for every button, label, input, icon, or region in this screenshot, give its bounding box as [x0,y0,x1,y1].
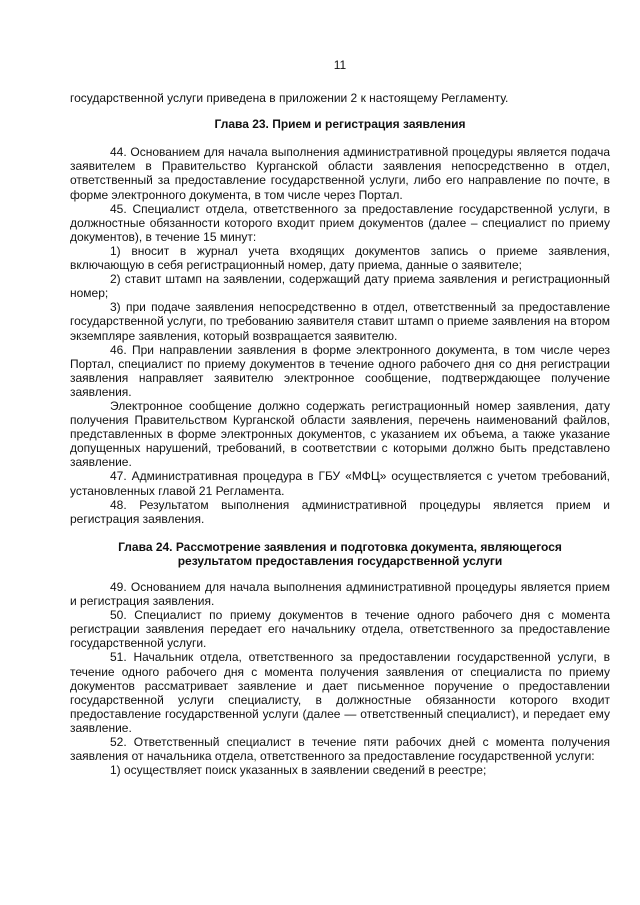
paragraph-45-item-2: 2) ставит штамп на заявлении, содержащий дату приема заявления и регистрационный номер; [70,272,610,301]
paragraph-47: 47. Административная процедура в ГБУ «МФЦ» осуществляется с учетом требований, установленных главой 21 Регламента. [70,469,610,498]
paragraph-51: 51. Начальник отдела, ответственного за предоставлении государственной услуги, в течение одного рабочего дня с момента получения заявления от специалиста по приему документов рассматривает заявление и дает письменное поручение о предоставлении государственной услуги специалисту, в должностные обязанности которого входит предоставление государственной услуги (далее — ответственный специалист), и передает ему заявление. [70,650,610,735]
paragraph-46-continued: Электронное сообщение должно содержать регистрационный номер заявления, дату получения Правительством Курганской области заявления, перечень наименований файлов, представленных в форме электронных документов, с указанием их объема, а также указание допущенных нарушений, требований, в соответствии с которыми должно быть представлено заявление. [70,398,610,470]
paragraph-52: 52. Ответственный специалист в течение пяти рабочих дней с момента получения заявления от начальника отдела, ответственного за предоставление государственной услуги: [70,735,610,764]
paragraph-44: 44. Основанием для начала выполнения административной процедуры является подача заявителем в Правительство Курганской области заявления непосредственно в отдел, ответственный за предоставление государственной услуги, либо его направление по почте, в форме электронного документа, в том числе через Портал. [70,145,610,202]
document-page [70,58,610,777]
chapter-24-heading-line-2: результатом предоставления государственной услуги [177,553,503,568]
paragraph-45-item-1: 1) вносит в журнал учета входящих документов запись о приеме заявления, включающую в себя регистрационный номер, дату приема, данные о заявителе; [70,243,610,273]
paragraph-49: 49. Основанием для начала выполнения административной процедуры является прием и регистрация заявления. [70,580,610,609]
paragraph-46: 46. При направлении заявления в форме электронного документа, в том числе через Портал, специалист по приему документов в течение одного рабочего дня со дня регистрации заявления направляет заявителю электронное сообщение, подтверждающее получение заявления. [70,342,610,399]
paragraph-45: 45. Специалист отдела, ответственного за предоставление государственной услуги, в должностные обязанности которого входит прием документов (далее – специалист по приему документов), в течение 15 минут: [70,201,610,244]
chapter-24-heading [70,540,610,568]
chapter-23-heading: Глава 23. Прием и регистрация заявления [214,117,466,132]
paragraph-48: 48. Результатом выполнения административной процедуры является прием и регистрация заявления. [70,497,610,526]
paragraph-50: 50. Специалист по приему документов в течение одного рабочего дня с момента регистрации заявления передает его начальнику отдела, ответственного за предоставление государственной услуги. [70,608,610,651]
chapter-24-heading-line-1: Глава 24. Рассмотрение заявления и подготовка документа, являющегося [118,539,562,554]
paragraph-45-item-3: 3) при подаче заявления непосредственно в отдел, ответственный за предоставление государственной услуги, по требованию заявителя ставит штамп о приеме заявления на втором экземпляре заявления, который возвращается заявителю. [70,300,610,343]
paragraph-52-item-1: 1) осуществляет поиск указанных в заявлении сведений в реестре; [110,763,487,778]
page-number: 11 [333,58,347,72]
paragraph-continuation: государственной услуги приведена в приложении 2 к настоящему Регламенту. [70,91,509,106]
